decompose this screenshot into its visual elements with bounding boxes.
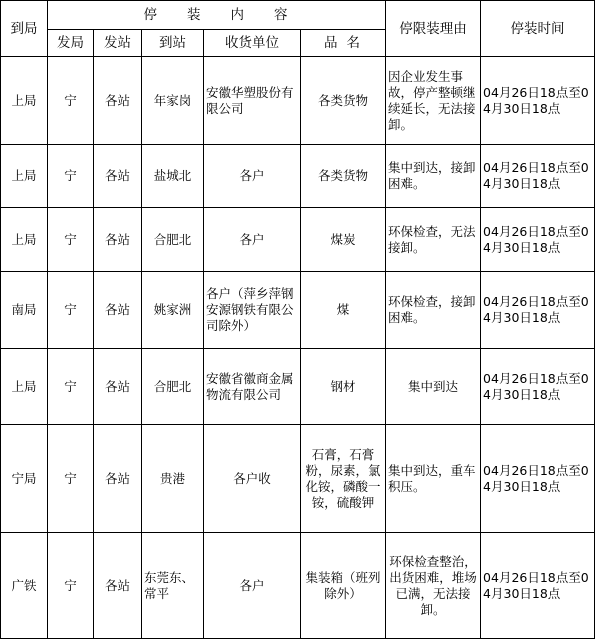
header-origin-station: 发站	[94, 30, 142, 57]
cell-dest-bureau: 南局	[1, 272, 48, 349]
cell-reason: 集中到达，接卸困难。	[386, 145, 481, 208]
cell-reason: 环保检查，接卸困难。	[386, 272, 481, 349]
cell-goods: 钢材	[301, 349, 386, 425]
cell-reason: 集中到达，重车积压。	[386, 425, 481, 533]
table-row	[1, 425, 595, 533]
header-stop-content: 停装内容	[48, 1, 386, 30]
header-goods: 品名	[301, 30, 386, 57]
cell-dest-station: 年家岗	[142, 57, 204, 145]
cell-time: 04月26日18点至04月30日18点	[481, 145, 595, 208]
cell-origin-station: 各站	[94, 208, 142, 272]
cell-dest-bureau: 上局	[1, 208, 48, 272]
cell-reason: 环保检查整治，出货困难，堆场已满，无法接卸。	[386, 533, 481, 639]
table-row	[1, 272, 595, 349]
cell-dest-bureau: 广铁	[1, 533, 48, 639]
cell-dest-bureau: 上局	[1, 349, 48, 425]
cell-origin-station: 各站	[94, 145, 142, 208]
cell-time: 04月26日18点至04月30日18点	[481, 349, 595, 425]
cell-consignee: 安徽省徽商金属物流有限公司	[204, 349, 301, 425]
cell-time: 04月26日18点至04月30日18点	[481, 425, 595, 533]
table-row	[1, 349, 595, 425]
cell-origin-station: 各站	[94, 57, 142, 145]
cell-goods: 各类货物	[301, 57, 386, 145]
cell-consignee: 各户	[204, 533, 301, 639]
cell-origin-bureau: 宁	[48, 349, 94, 425]
header-reason: 停限装理由	[386, 1, 481, 57]
cell-goods: 煤炭	[301, 208, 386, 272]
cell-reason: 环保检查，无法接卸。	[386, 208, 481, 272]
cell-origin-bureau: 宁	[48, 425, 94, 533]
cell-origin-bureau: 宁	[48, 208, 94, 272]
header-origin-bureau: 发局	[48, 30, 94, 57]
cell-origin-station: 各站	[94, 349, 142, 425]
cell-time: 04月26日18点至04月30日18点	[481, 57, 595, 145]
cell-goods: 煤	[301, 272, 386, 349]
cell-dest-station: 姚家洲	[142, 272, 204, 349]
cell-consignee: 各户	[204, 145, 301, 208]
cell-dest-station: 合肥北	[142, 349, 204, 425]
cell-goods: 集装箱（班列除外）	[301, 533, 386, 639]
cell-dest-bureau: 上局	[1, 57, 48, 145]
cell-consignee: 各户（萍乡萍钢安源钢铁有限公司除外）	[204, 272, 301, 349]
cell-dest-bureau: 宁局	[1, 425, 48, 533]
cell-consignee: 安徽华塑股份有限公司	[204, 57, 301, 145]
cell-origin-bureau: 宁	[48, 57, 94, 145]
header-dest-station: 到站	[142, 30, 204, 57]
cell-dest-bureau: 上局	[1, 145, 48, 208]
cell-origin-bureau: 宁	[48, 145, 94, 208]
table-row	[1, 57, 595, 145]
cell-goods: 石膏，石膏粉，尿素，氯化铵，磷酸一铵，硫酸钾	[301, 425, 386, 533]
table-row	[1, 145, 595, 208]
cell-reason: 集中到达	[386, 349, 481, 425]
cell-goods: 各类货物	[301, 145, 386, 208]
header-time: 停装时间	[481, 1, 595, 57]
cell-dest-station: 合肥北	[142, 208, 204, 272]
cell-consignee: 各户	[204, 208, 301, 272]
cell-dest-station: 贵港	[142, 425, 204, 533]
cell-origin-bureau: 宁	[48, 272, 94, 349]
cell-time: 04月26日18点至04月30日18点	[481, 272, 595, 349]
cell-dest-station: 盐城北	[142, 145, 204, 208]
cell-consignee: 各户收	[204, 425, 301, 533]
cell-origin-station: 各站	[94, 272, 142, 349]
table-row	[1, 208, 595, 272]
cell-time: 04月26日18点至04月30日18点	[481, 533, 595, 639]
cell-dest-station: 东莞东、常平	[142, 533, 204, 639]
cell-origin-station: 各站	[94, 533, 142, 639]
cell-origin-station: 各站	[94, 425, 142, 533]
cell-time: 04月26日18点至04月30日18点	[481, 208, 595, 272]
header-consignee: 收货单位	[204, 30, 301, 57]
header-dest-bureau: 到局	[1, 1, 48, 57]
cell-origin-bureau: 宁	[48, 533, 94, 639]
table-row	[1, 533, 595, 639]
cell-reason: 因企业发生事故，停产整顿继续延长，无法接卸。	[386, 57, 481, 145]
